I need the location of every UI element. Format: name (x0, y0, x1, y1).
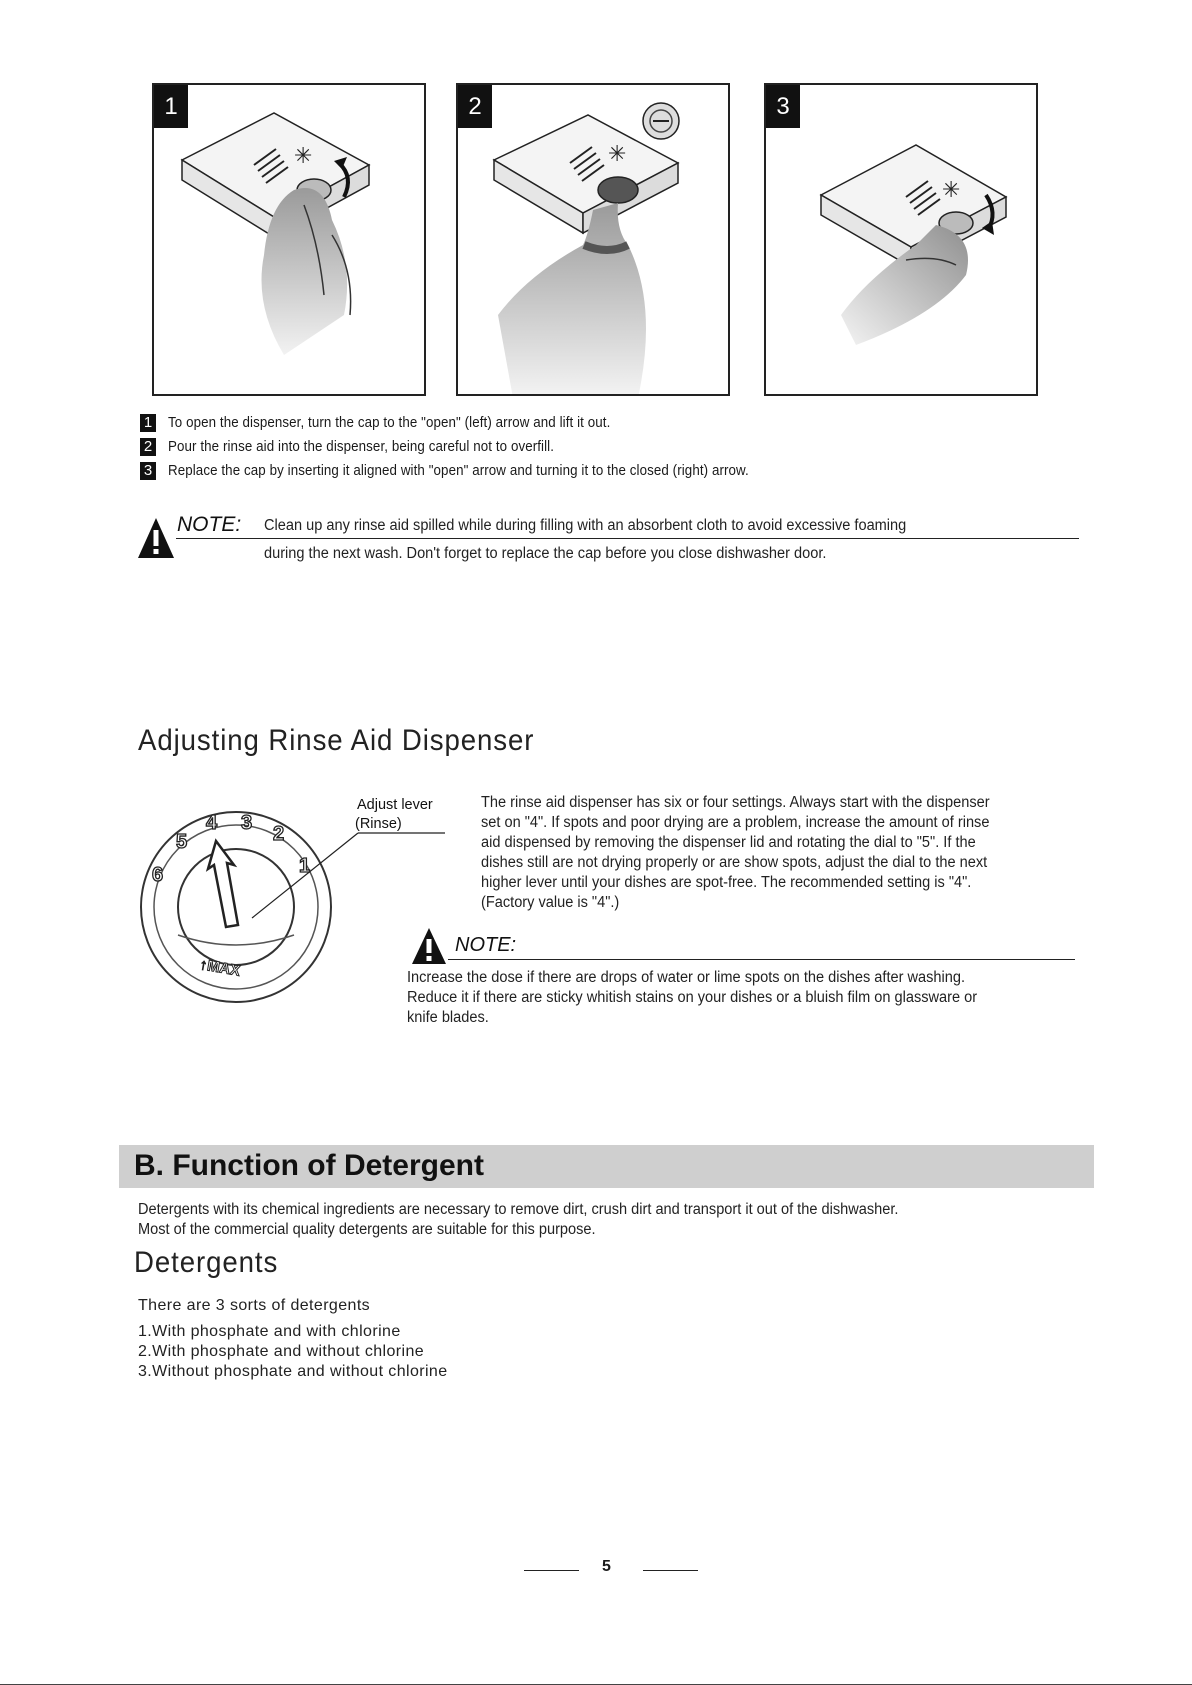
footer-rule-right (643, 1570, 698, 1571)
page-number: 5 (602, 1558, 611, 1575)
note-2-text (407, 968, 977, 1028)
note-underline (448, 959, 1075, 960)
adjust-lever-pointer (240, 828, 450, 938)
note-line: Increase the dose if there are drops of water or lime spots on the dishes after washing. (407, 969, 966, 986)
section-heading-adjusting: Adjusting Rinse Aid Dispenser (138, 724, 535, 757)
paragraph-line: higher lever until your dishes are spot-free. The recommended setting is "4". (481, 874, 972, 891)
paragraph-line: The rinse aid dispenser has six or four settings. Always start with the dispenser (481, 794, 990, 811)
detergent-sorts-intro: There are 3 sorts of detergents (138, 1297, 371, 1314)
step-text: To open the dispenser, turn the cap to the "open" (left) arrow and lift it out. (168, 415, 611, 431)
warning-icon (136, 516, 176, 560)
paragraph-line: set on "4". If spots and poor drying are a problem, increase the amount of rinse (481, 814, 990, 831)
warning-icon (410, 926, 448, 966)
dispenser-fill-illustration (458, 85, 730, 396)
dial-number-4: 4 (206, 812, 218, 834)
note-underline (176, 538, 1079, 539)
rinse-settings-paragraph (481, 793, 990, 913)
step-item-2 (140, 437, 588, 457)
dial-number-2: 2 (273, 823, 285, 845)
dial-number-1: 1 (299, 855, 311, 877)
dispenser-open-illustration (154, 85, 426, 396)
svg-text:✳: ✳ (294, 144, 313, 169)
dial-number-5: 5 (176, 831, 188, 853)
step-number: 1 (140, 414, 156, 432)
step-badge: 3 (766, 85, 800, 128)
note-text-line-2: during the next wash. Don't forget to replace the cap before you close dishwasher door. (264, 545, 827, 562)
note-line: Reduce it if there are sticky whitish stains on your dishes or a bluish film on glassware or (407, 989, 978, 1006)
dial-number-6: 6 (152, 864, 164, 886)
step-badge: 1 (154, 85, 188, 128)
paragraph-line: dishes still are not drying properly or are show spots, adjust the dial to the next (481, 854, 988, 871)
dial-number-3: 3 (241, 812, 253, 834)
illustration-step-3 (764, 83, 1038, 396)
step-text: Replace the cap by inserting it aligned with "open" arrow and turning it to the closed (right) arrow. (168, 463, 749, 479)
footer-rule-left (524, 1570, 579, 1571)
detergent-sort-item: 3.Without phosphate and without chlorine (138, 1363, 448, 1380)
detergent-sort-item: 1.With phosphate and with chlorine (138, 1323, 401, 1340)
paragraph-line: aid dispensed by removing the dispenser lid and rotating the dial to "5". If the (481, 834, 976, 851)
intro-line: Most of the commercial quality detergents are suitable for this purpose. (138, 1221, 596, 1238)
step-item-3 (140, 461, 799, 481)
note-text-line-1: Clean up any rinse aid spilled while during filling with an absorbent cloth to avoid excessive foaming (264, 517, 907, 534)
step-number: 2 (140, 438, 156, 456)
intro-line: Detergents with its chemical ingredients are necessary to remove dirt, crush dirt and transport it out of the dishwasher. (138, 1201, 899, 1218)
step-item-1 (140, 413, 649, 433)
adjust-lever-sublabel: (Rinse) (355, 816, 402, 832)
dispenser-close-illustration (766, 85, 1038, 396)
detergent-intro (138, 1200, 898, 1240)
step-number: 3 (140, 462, 156, 480)
note-label: NOTE: (455, 934, 517, 956)
svg-text:✳: ✳ (942, 178, 961, 203)
section-header-bar (119, 1145, 1094, 1188)
illustration-step-1 (152, 83, 426, 396)
step-badge: 2 (458, 85, 492, 128)
section-title: B. Function of Detergent (134, 1149, 484, 1182)
note-line: knife blades. (407, 1009, 489, 1026)
svg-text:✳: ✳ (608, 142, 627, 167)
detergent-sort-item: 2.With phosphate and without chlorine (138, 1343, 425, 1360)
adjust-lever-label: Adjust lever (357, 797, 433, 813)
paragraph-line: (Factory value is "4".) (481, 894, 620, 911)
step-text: Pour the rinse aid into the dispenser, being careful not to overfill. (168, 439, 555, 455)
note-label: NOTE: (177, 513, 242, 536)
detergents-heading: Detergents (134, 1246, 279, 1279)
illustration-step-2 (456, 83, 730, 396)
dial-max-label: ↑MAX (198, 955, 242, 980)
